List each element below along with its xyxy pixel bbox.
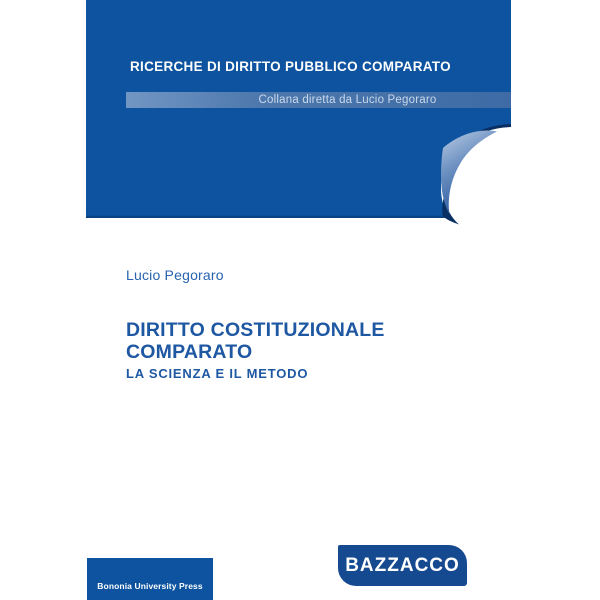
book-title-line-1: DIRITTO COSTITUZIONALE — [126, 319, 385, 341]
publisher-bononia-logo — [87, 558, 213, 600]
series-subtitle: Collana diretta da Lucio Pegoraro — [258, 94, 437, 106]
publisher-bononia-label: Bononia University Press — [97, 581, 203, 591]
series-title: RICERCHE DI DIRITTO PUBBLICO COMPARATO — [130, 59, 451, 74]
book-title-line-2: COMPARATO — [126, 340, 253, 363]
book-title — [126, 320, 385, 363]
series-subtitle-band — [126, 92, 511, 108]
publisher-bazzacco-label: BAZZACCO — [345, 554, 460, 576]
book-subtitle: LA SCIENZA E IL METODO — [126, 366, 309, 381]
author-name: Lucio Pegoraro — [126, 267, 224, 283]
folded-corner-icon — [441, 131, 497, 214]
publisher-bazzacco-logo — [338, 545, 467, 586]
